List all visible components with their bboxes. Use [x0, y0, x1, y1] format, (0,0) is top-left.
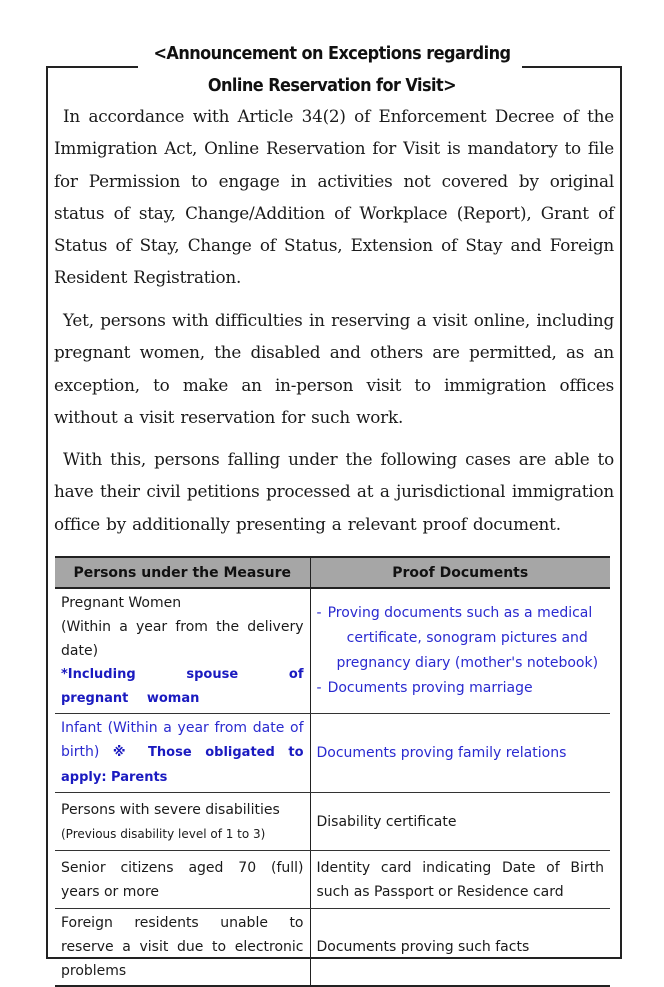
- frame-border-right: [620, 66, 622, 959]
- cell-person: [55, 714, 310, 793]
- proof-item-text: Proving documents such as a medical: [327, 605, 593, 621]
- table-row-disabilities: [55, 793, 610, 851]
- proof-item: - Documents proving marriage: [316, 680, 533, 696]
- table-header-row: [55, 557, 610, 588]
- table-row-senior-citizens: [55, 851, 610, 909]
- document-title-line-1: <Announcement on Exceptions regarding: [153, 44, 511, 64]
- reference-mark-icon: ※: [112, 745, 135, 760]
- header-proof-documents: Proof Documents: [310, 557, 610, 588]
- cell-person: [55, 588, 310, 714]
- cell-person: Senior citizens aged 70 (full) years or more: [55, 851, 310, 909]
- person-note: Those obligated to apply: Parents: [61, 745, 304, 785]
- cell-proof: [310, 588, 610, 714]
- proof-item-continued: certificate, sonogram pictures and: [346, 630, 588, 646]
- person-main: Infant (Within a year from date of birth): [61, 720, 304, 760]
- cell-person: Foreign residents unable to reserve a visit due to electronic problems: [55, 909, 310, 987]
- paragraph-text: Yet, persons with difficulties in reserving a visit online, including pregnant women, the disabled and others are permitted, as an exception, to make an in-person visit to immigration offices without a visit reservation for such work.: [54, 310, 614, 427]
- proof-item-text: Documents proving marriage: [327, 680, 533, 696]
- paragraph-legal-basis: [54, 100, 614, 294]
- paragraph-text: With this, persons falling under the following cases are able to have their civil petitions processed at a jurisdictional immigration office by additionally presenting a relevant proof document.: [54, 449, 614, 534]
- paragraph-exception: [54, 304, 614, 433]
- frame-border-top-left: [46, 66, 138, 68]
- proof-item: - Proving documents such as a medical: [316, 605, 593, 621]
- exceptions-table: [55, 556, 610, 987]
- document-title-line-2: Online Reservation for Visit>: [207, 76, 457, 96]
- table-row-electronic-problems: [55, 909, 610, 987]
- person-sub: (Previous disability level of 1 to 3): [61, 826, 266, 841]
- cell-proof: Documents proving such facts: [310, 909, 610, 987]
- table-row-pregnant-women: [55, 588, 610, 714]
- frame-border-left: [46, 66, 48, 959]
- proof-item-continued: pregnancy diary (mother's notebook): [336, 655, 599, 671]
- person-sub: (Within a year from the delivery date): [61, 619, 304, 659]
- cell-proof: Identity card indicating Date of Birth such as Passport or Residence card: [310, 851, 610, 909]
- table-row-infant: [55, 714, 610, 793]
- person-main: Pregnant Women: [61, 595, 182, 611]
- paragraph-text: In accordance with Article 34(2) of Enforcement Decree of the Immigration Act, Online Reservation for Visit is mandatory to file for Permission to engage in activities not covered by original status of stay, Change/Addition of Workplace (Report), Grant of Status of Stay, Change of Status, Extension of Stay and Foreign Resident Registration.: [54, 106, 614, 288]
- person-main: Persons with severe disabilities: [61, 801, 280, 818]
- paragraph-proof-requirement: [54, 443, 614, 540]
- cell-proof: Disability certificate: [310, 793, 610, 851]
- cell-person: [55, 793, 310, 851]
- header-persons: Persons under the Measure: [55, 557, 310, 588]
- frame-border-top-right: [522, 66, 622, 68]
- proof-list: [317, 601, 605, 701]
- person-note: *Including spouse of pregnant woman: [61, 667, 304, 706]
- cell-proof: Documents proving family relations: [310, 714, 610, 793]
